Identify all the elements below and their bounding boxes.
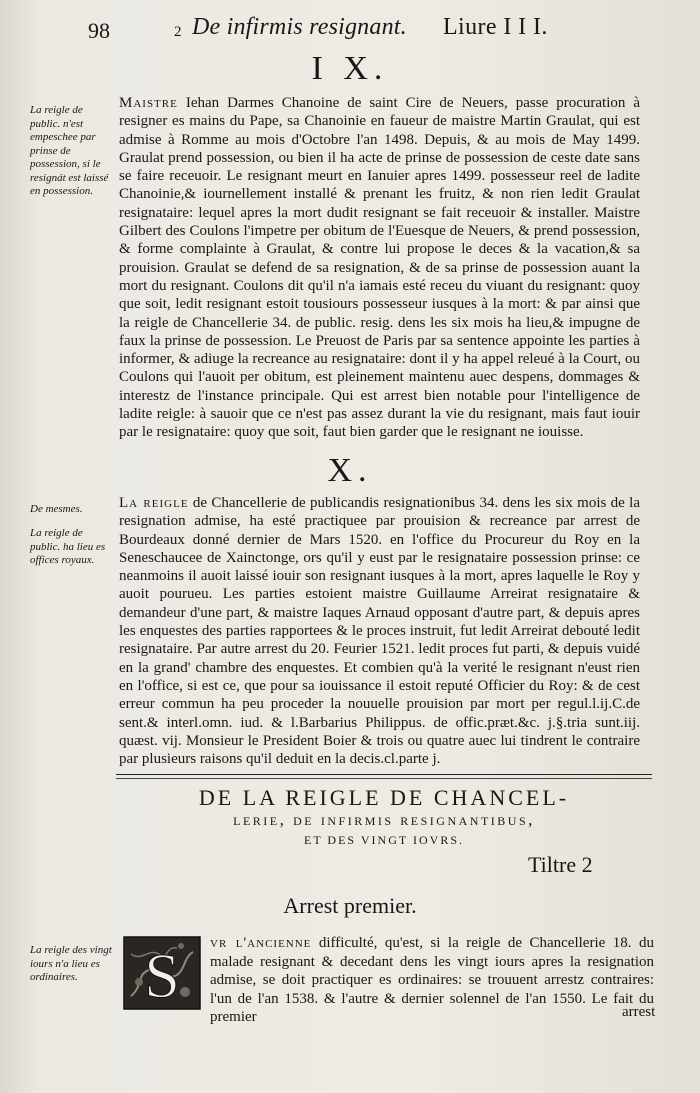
folio-number: 98 [88,18,110,43]
catchword: arrest [622,1004,656,1020]
final-lead: vr l'ancienne [210,935,312,951]
final-body [210,934,654,1027]
section-x-lead: La reigle [119,495,189,511]
signature-mark: 2 [174,24,182,40]
chapter-title-line-1: DE LA REIGLE DE CHANCEL- [198,785,570,810]
section-x-heading: X. [327,452,373,489]
chapter-title-line-3: ET DES VINGT IOVRS. [303,833,464,847]
tiltre-label: Tiltre 2 [528,852,593,877]
section-x-text: de Chancellerie de publicandis resignationibus 34. dens les six mois de la resignation admise, ha esté practiquee par prouision & recreance par arrest de Bourdeaux donné dernier de Mars 1520. en l'office du Procureur du Roy en la Seneschaucee de Xainctonge, ors qu'il y eust par le resignataire possession prinse: ce neanmoins il auoit laissé iouir son resignant iusques à la mort, apres laquelle le Roy y auoit pourueu. Les parties estoient maistre Guillaume Arreirat resignataire & demandeur d'une part, & maistre Iaques Arnaud opposant d'autre part, & depuis apres les enquestes des parties rapportees & le proces instruit, fut ledit Arreirat debouté ledit resignataire. Par autre arrest du 20. Feurier 1521. ledit proces fut parti, & depuis vuidé en la grand' chambre des enquestes. Et combien qu'à la verité le resignant n'eust rien en l'office, si est ce, que pour sa iouissance il estoit reputé Officier du Roy: & de cest erreur commun ha peu proceder la nouuelle prouision par mort per regul.l.ij.C.de sent.& interl.omn. iud. & l.Barbarius Philippus. de offic.præt.&c. j.§.tria sunt.iij. quæst. vij. Monsieur le President Boier & trois ou quatre auec lui tindrent le contraire par plusieurs raisons qu'il deduit en la decis.cl.parte j. [119,495,640,768]
margin-note-ix: La reigle de publiс. n'est empeschee par prinse de possession, si le resignát est laissé en possession. [30,104,109,197]
chapter-rule-top [116,774,652,775]
decorated-initial [123,936,201,1010]
decorated-initial-s-icon [123,936,201,1010]
chapter-title-line-2: lerie, de infirmis resignantibus, [233,810,535,829]
margin-note-x-2: La reigle de public. ha lieu es offices royaux. [30,527,106,566]
book-number: Liure I I I. [443,14,548,40]
margin-note-final: La reigle des vingt iours n'a lieu es ordinaires. [30,944,112,983]
arrest-title: Arrest premier. [283,893,417,918]
running-title: De infirmis resignant. [192,14,407,40]
section-x-body [119,494,640,768]
chapter-rule-top-thin [116,778,652,779]
section-ix-text: Iehan Darmes Chanoine de saint Cire de Neuers, passe procuration à resigner es mains du Pape, sa Chanoinie en faueur de maistre Martin Graulat, qui est admise à Romme au mois d'Octobre l'an 1498. Depuis, & au mois de May 1499. Graulat prend possession, ou bien il ha acte de prinse de possession de ceste date sans se faire receuoir. Le resignant meurt en Ianuier apres 1499. possesseur reel de ladite Chanoinie,& iournellement installé & prenant les fruitz, & non rien ledit Graulat resignataire: lequel apres la mort dudit resignant se fait receuoir & installer. Maistre Gilbert des Coulons l'impetre per obitum de l'Euesque de Neuers, & prend possession, & forme complainte à Graulat, & contre lui propose le deces & la vacation,& sa prouision. Graulat se defend de sa resignation, & de sa prinse de possession auant la mort du resignant. Coulons dit qu'il n'a iamais esté receu du viuant du resignant: quoy que soit, ledit resignant estoit tousiours possesseur iusques à la mort: & par ainsi que la reigle de Chancellerie 34. de public. resig. dens les six mois ha lieu,& impugne de faux la prinse de possession. Le Preuost de Paris par sa sentence appointe les parties à informer, & adiuge la recreance au resignataire: dont il y ha appel releué à la Court, ou Coulons qui l'auoit per obitum, est pleinement maintenu auec despens, dommages & interestz de l'instance principale. Qui est arrest bien notable pour l'intelligence de ladite reigle: à sauoir que ce n'est pas assez durant la vie du resignant, mais faut iouir par le resignataire: quoy que soit, faut bien garder que le resignant ne iouisse. [119,95,641,441]
section-ix-body [119,94,640,446]
section-ix-lead: Maistre [119,95,178,111]
final-text: difficulté, qu'est, si la reigle de Chancellerie 18. du malade resignant & decedant dens les vingt iours apres la resignation admise, se doit practiquer es ordinaires: se trouuent arrestz contraires: l'un de l'an 1538. & l'autre & dernier solennel de l'an 1550. Le fait du premier [210,935,654,1025]
page-header [0,12,700,46]
margin-note-x-1: De mesmes. [30,503,83,515]
initial-letter: S [144,940,180,1010]
section-ix-heading: I X. [311,50,389,87]
